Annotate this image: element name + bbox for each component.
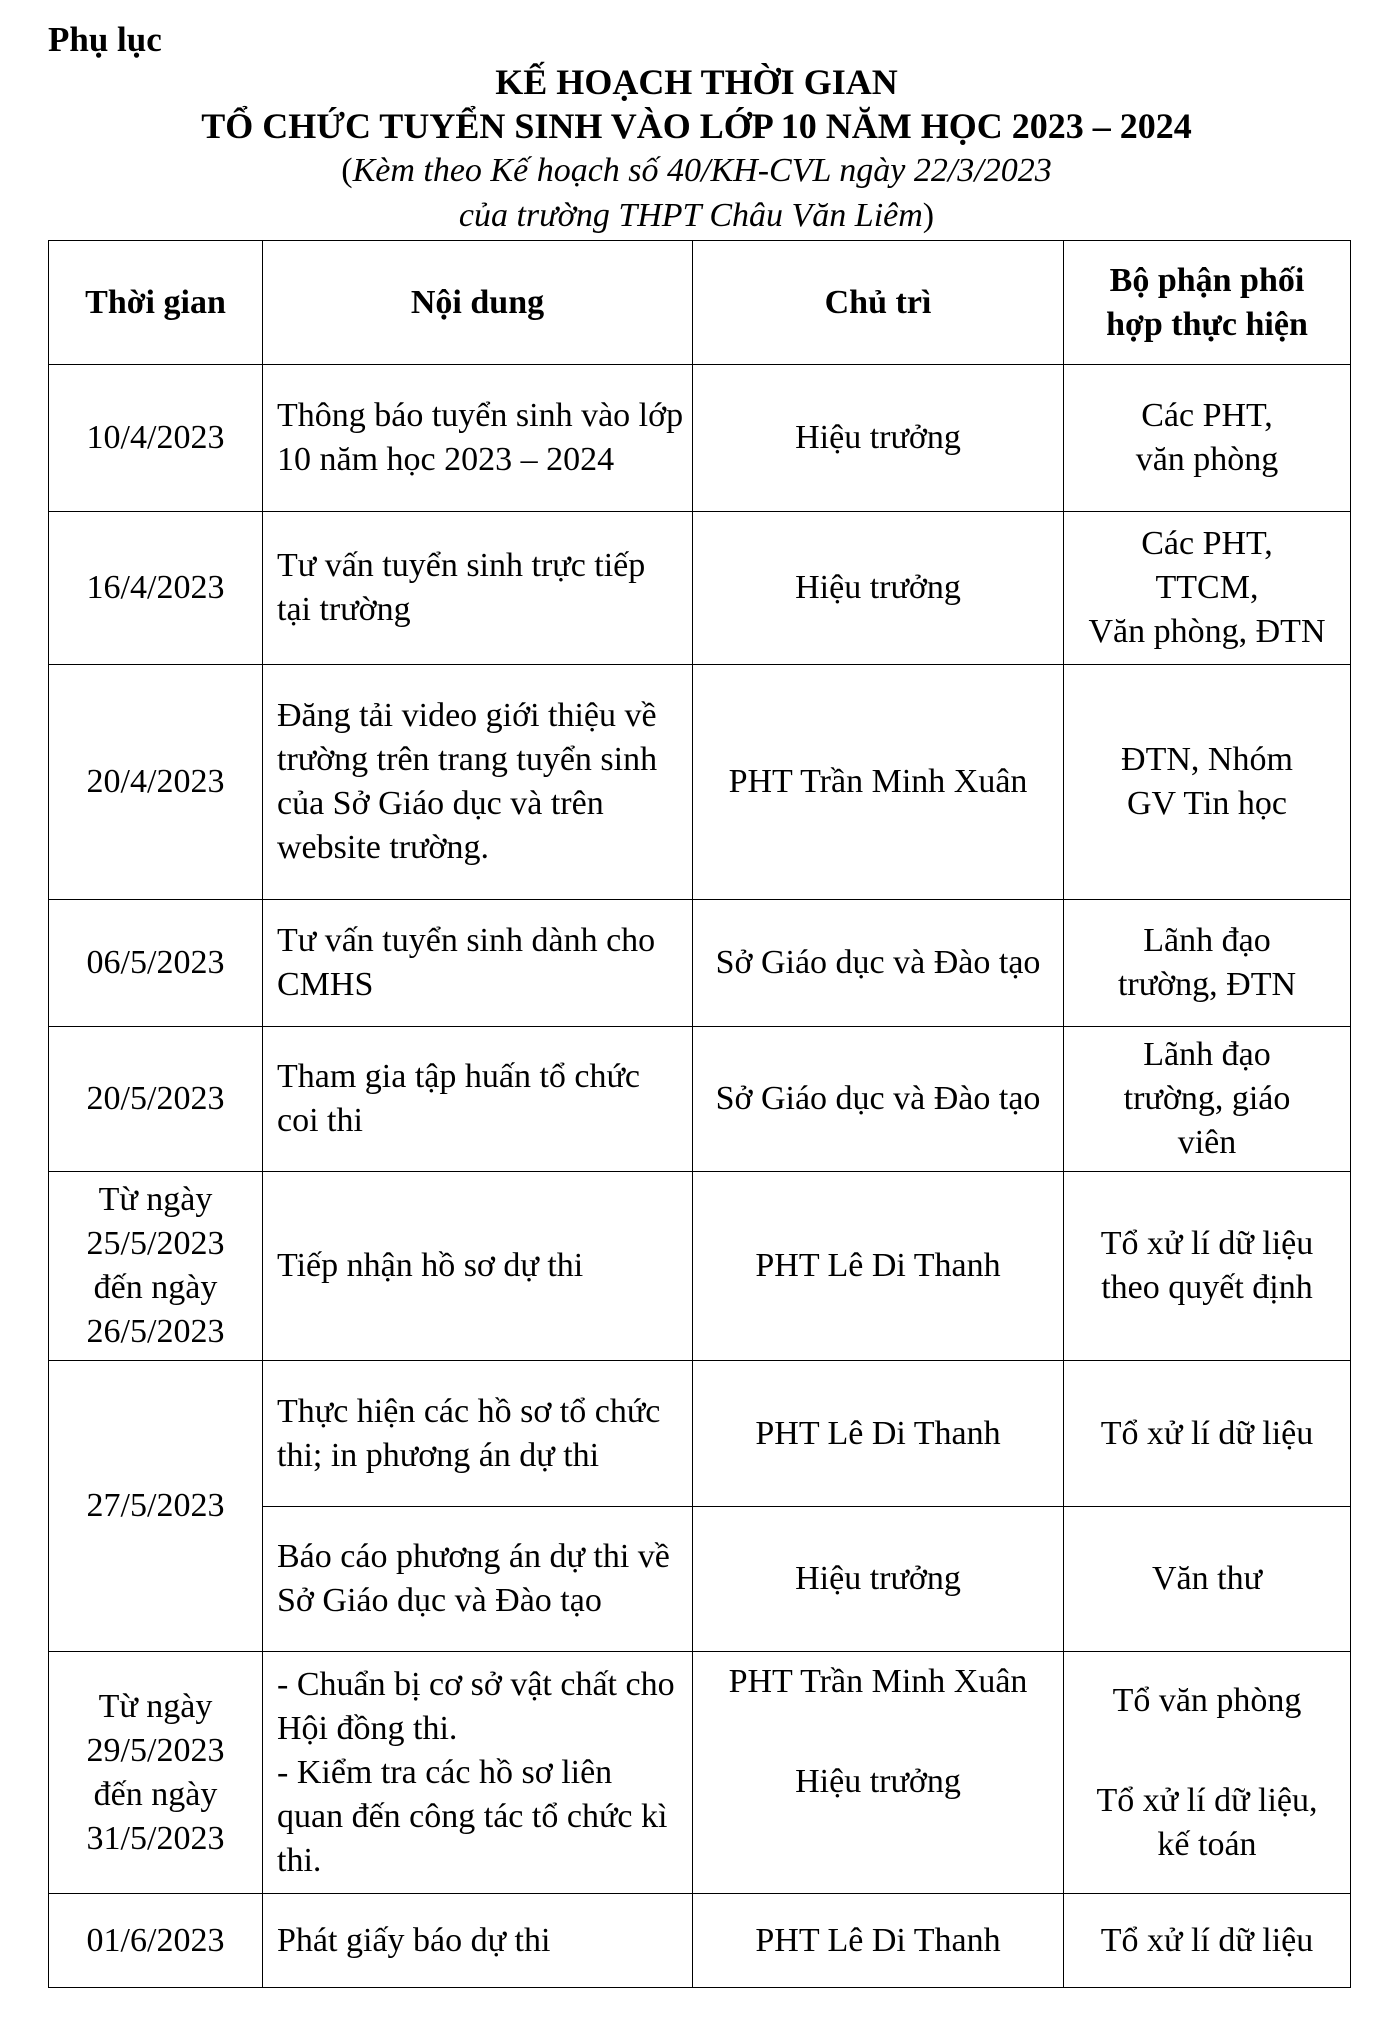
- time-line: Từ ngày: [98, 1687, 213, 1725]
- table-row: [49, 1894, 1351, 1988]
- coord-line: ĐTN, Nhóm: [1121, 741, 1293, 778]
- appendix-label: Phụ lục: [48, 20, 162, 59]
- cell-content: Tiếp nhận hồ sơ dự thi: [263, 1172, 693, 1361]
- coord-line: theo quyết định: [1101, 1269, 1313, 1306]
- coord-line: trường, ĐTN: [1117, 966, 1297, 1003]
- cell-host: Sở Giáo dục và Đào tạo: [693, 900, 1064, 1027]
- coord-line: Các PHT,: [1141, 525, 1273, 562]
- table-row: [49, 900, 1351, 1027]
- table-row: [49, 665, 1351, 900]
- header-coordinating-line-2: hợp thực hiện: [1106, 305, 1308, 343]
- cell-time: 27/5/2023: [49, 1361, 263, 1652]
- coord-line: Tổ xử lí dữ liệu,: [1096, 1781, 1318, 1819]
- cell-time: 10/4/2023: [49, 365, 263, 512]
- coord-line: Tổ văn phòng: [1112, 1681, 1302, 1719]
- cell-coordinating: [1064, 512, 1351, 665]
- content-item: - Chuẩn bị cơ sở vật chất cho Hội đồng thi.: [277, 1665, 675, 1747]
- subtitle-line-2-text: của trường THPT Châu Văn Liêm: [458, 197, 923, 234]
- spacer: [693, 1704, 1063, 1760]
- cell-host: Hiệu trưởng: [693, 512, 1064, 665]
- cell-coordinating: [1064, 1027, 1351, 1172]
- coord-line: TTCM,: [1155, 569, 1259, 606]
- subtitle-line-1-text: Kèm theo Kế hoạch số 40/KH-CVL ngày 22/3/2023: [352, 152, 1052, 189]
- coord-line: Lãnh đạo: [1143, 922, 1271, 959]
- cell-coordinating: [1064, 365, 1351, 512]
- time-line: đến ngày: [93, 1775, 218, 1813]
- header-time: Thời gian: [49, 241, 263, 365]
- cell-coordinating: [1064, 1652, 1351, 1894]
- cell-time: 01/6/2023: [49, 1894, 263, 1988]
- cell-content: Tham gia tập huấn tổ chức coi thi: [263, 1027, 693, 1172]
- cell-content: Phát giấy báo dự thi: [263, 1894, 693, 1988]
- coord-line: Tổ xử lí dữ liệu: [1100, 1225, 1314, 1262]
- cell-coordinating: Tổ xử lí dữ liệu: [1064, 1361, 1351, 1507]
- header-content: Nội dung: [263, 241, 693, 365]
- cell-host: Hiệu trưởng: [693, 365, 1064, 512]
- cell-host: PHT Lê Di Thanh: [693, 1172, 1064, 1361]
- table-row: [49, 365, 1351, 512]
- cell-time: 20/5/2023: [49, 1027, 263, 1172]
- time-line: 26/5/2023: [86, 1313, 225, 1350]
- subtitle-line-2: [0, 193, 1393, 238]
- subtitle-close-paren: ): [922, 197, 935, 234]
- title-line-2: TỔ CHỨC TUYỂN SINH VÀO LỚP 10 NĂM HỌC 2023 – 2024: [201, 106, 1192, 146]
- cell-host: PHT Lê Di Thanh: [693, 1894, 1064, 1988]
- cell-coordinating: [1064, 1172, 1351, 1361]
- coord-line: viên: [1177, 1124, 1237, 1161]
- coord-line: trường, giáo: [1123, 1080, 1291, 1117]
- header-host: Chủ trì: [693, 241, 1064, 365]
- schedule-table: [48, 240, 1351, 1988]
- time-line: đến ngày: [93, 1269, 218, 1306]
- time-line: 25/5/2023: [86, 1225, 225, 1262]
- table-row: [49, 1027, 1351, 1172]
- coord-line: GV Tin học: [1127, 785, 1287, 822]
- document-heading: [0, 60, 1393, 238]
- cell-host: PHT Trần Minh Xuân: [693, 665, 1064, 900]
- coord-line: văn phòng: [1135, 441, 1279, 478]
- subtitle-open-paren: (: [341, 152, 353, 189]
- cell-coordinating: Văn thư: [1064, 1507, 1351, 1652]
- cell-time: [49, 1652, 263, 1894]
- coord-line: kế toán: [1157, 1825, 1257, 1863]
- cell-content: Tư vấn tuyển sinh dành cho CMHS: [263, 900, 693, 1027]
- subtitle-line-1: [0, 148, 1393, 193]
- coord-line: Văn phòng, ĐTN: [1088, 613, 1326, 650]
- header-coordinating-line-1: Bộ phận phối: [1109, 261, 1305, 299]
- cell-content: Báo cáo phương án dự thi về Sở Giáo dục và Đào tạo: [263, 1507, 693, 1652]
- spacer: [1064, 1723, 1350, 1779]
- cell-host: PHT Lê Di Thanh: [693, 1361, 1064, 1507]
- table-header-row: [49, 241, 1351, 365]
- cell-content: Đăng tải video giới thiệu về trường trên trang tuyển sinh của Sở Giáo dục và trên website trường.: [263, 665, 693, 900]
- cell-content: Thực hiện các hồ sơ tổ chức thi; in phương án dự thi: [263, 1361, 693, 1507]
- time-line: Từ ngày: [98, 1181, 213, 1218]
- table-row: [49, 1652, 1351, 1894]
- cell-content: Tư vấn tuyển sinh trực tiếp tại trường: [263, 512, 693, 665]
- coord-line: Các PHT,: [1141, 397, 1273, 434]
- cell-host: [693, 1652, 1064, 1894]
- cell-time: 20/4/2023: [49, 665, 263, 900]
- cell-time: 16/4/2023: [49, 512, 263, 665]
- cell-time: 06/5/2023: [49, 900, 263, 1027]
- table-row: [49, 512, 1351, 665]
- title-line-1: KẾ HOẠCH THỜI GIAN: [495, 62, 898, 102]
- table-row: [49, 1361, 1351, 1507]
- time-line: 31/5/2023: [86, 1819, 225, 1857]
- coord-line: Lãnh đạo: [1143, 1036, 1271, 1073]
- time-line: 29/5/2023: [86, 1731, 225, 1769]
- content-item: - Kiểm tra các hồ sơ liên quan đến công tác tổ chức kì thi.: [277, 1753, 668, 1879]
- cell-host: Sở Giáo dục và Đào tạo: [693, 1027, 1064, 1172]
- cell-time: [49, 1172, 263, 1361]
- cell-coordinating: [1064, 900, 1351, 1027]
- host-line: Hiệu trưởng: [795, 1763, 961, 1800]
- table-row: [49, 1172, 1351, 1361]
- cell-coordinating: [1064, 665, 1351, 900]
- cell-host: Hiệu trưởng: [693, 1507, 1064, 1652]
- cell-coordinating: Tổ xử lí dữ liệu: [1064, 1894, 1351, 1988]
- header-coordinating: [1064, 241, 1351, 365]
- host-line: PHT Trần Minh Xuân: [728, 1663, 1028, 1700]
- cell-content: Thông báo tuyển sinh vào lớp 10 năm học 2023 – 2024: [263, 365, 693, 512]
- cell-content: [263, 1652, 693, 1894]
